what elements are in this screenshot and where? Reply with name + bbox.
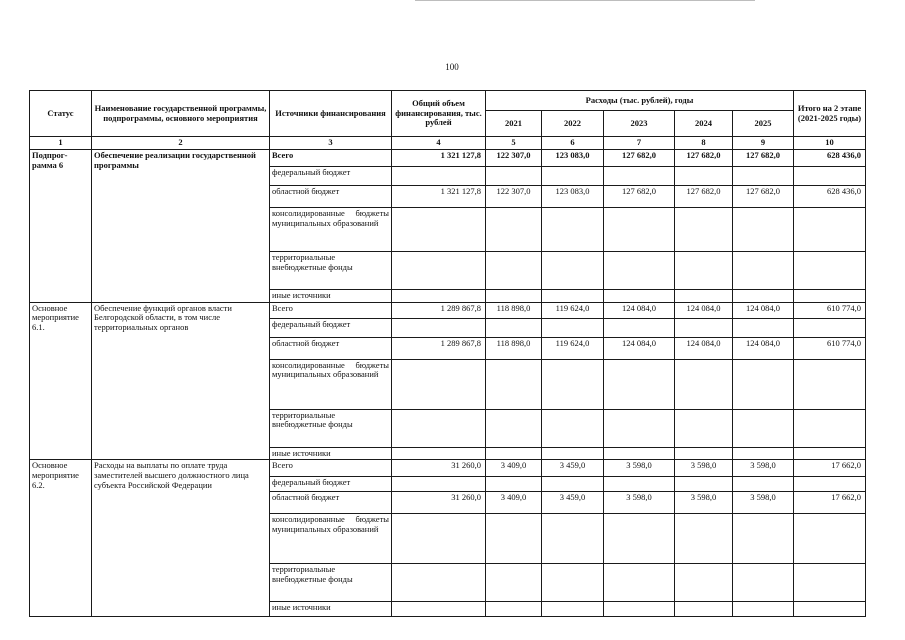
year-2022-cell — [542, 318, 604, 337]
total-volume-cell: 1 321 127,8 — [392, 185, 486, 207]
year-2024-cell: 127 682,0 — [675, 149, 733, 166]
total-volume-cell — [392, 564, 486, 602]
total-volume-cell — [392, 166, 486, 185]
year-2022-cell — [542, 564, 604, 602]
year-2021-cell — [486, 477, 542, 492]
year-2023-cell — [604, 207, 675, 251]
year-2025-cell: 3 598,0 — [733, 460, 794, 477]
year-2024-cell — [675, 289, 733, 302]
year-2023-cell: 124 084,0 — [604, 337, 675, 359]
total-volume-cell: 31 260,0 — [392, 492, 486, 514]
year-2023-cell — [604, 251, 675, 289]
status-cell: Основное мероприятие 6.1. — [30, 302, 92, 460]
total-volume-cell — [392, 409, 486, 447]
year-2024-cell — [675, 251, 733, 289]
year-2021-cell — [486, 318, 542, 337]
program-name-cell: Обеспечение реализации государственной программы — [92, 149, 270, 302]
total-volume-cell — [392, 207, 486, 251]
program-name-cell: Расходы на выплаты по оплате труда заместителей высшего должностного лица субъекта Российской Федерации — [92, 460, 270, 617]
header-year: 2023 — [604, 111, 675, 137]
year-2022-cell — [542, 477, 604, 492]
funding-source-cell: территориальные внебюджетные фонды — [270, 564, 392, 602]
year-2021-cell — [486, 289, 542, 302]
year-2023-cell — [604, 602, 675, 617]
column-number: 9 — [733, 137, 794, 150]
column-number: 8 — [675, 137, 733, 150]
funding-source-cell: консолидированные бюджеты муниципальных образований — [270, 207, 392, 251]
stage-total-cell: 17 662,0 — [794, 492, 866, 514]
year-2022-cell — [542, 359, 604, 409]
year-2025-cell: 127 682,0 — [733, 149, 794, 166]
stage-total-cell — [794, 602, 866, 617]
year-2021-cell: 118 898,0 — [486, 337, 542, 359]
year-2022-cell: 123 083,0 — [542, 185, 604, 207]
year-2022-cell — [542, 602, 604, 617]
year-2024-cell — [675, 409, 733, 447]
funding-source-cell: консолидированные бюджеты муниципальных образований — [270, 514, 392, 564]
year-2021-cell: 118 898,0 — [486, 302, 542, 318]
scan-top-edge-line — [415, 0, 755, 1]
year-2023-cell — [604, 409, 675, 447]
year-2024-cell — [675, 602, 733, 617]
year-2025-cell — [733, 318, 794, 337]
year-2021-cell: 122 307,0 — [486, 185, 542, 207]
year-2022-cell — [542, 207, 604, 251]
funding-source-cell: Всего — [270, 149, 392, 166]
header-year: 2025 — [733, 111, 794, 137]
year-2025-cell — [733, 359, 794, 409]
funding-source-cell: областной бюджет — [270, 492, 392, 514]
year-2024-cell — [675, 207, 733, 251]
funding-source-cell: областной бюджет — [270, 185, 392, 207]
header-expenses: Расходы (тыс. рублей), годы — [486, 91, 794, 111]
status-cell: Основное мероприятие 6.2. — [30, 460, 92, 617]
stage-total-cell — [794, 564, 866, 602]
year-2021-cell — [486, 564, 542, 602]
year-2025-cell: 124 084,0 — [733, 302, 794, 318]
stage-total-cell — [794, 251, 866, 289]
year-2023-cell — [604, 359, 675, 409]
column-number: 10 — [794, 137, 866, 150]
year-2023-cell: 3 598,0 — [604, 460, 675, 477]
header-year: 2022 — [542, 111, 604, 137]
year-2023-cell — [604, 318, 675, 337]
stage-total-cell: 610 774,0 — [794, 302, 866, 318]
year-2022-cell: 119 624,0 — [542, 337, 604, 359]
column-number: 2 — [92, 137, 270, 150]
year-2023-cell: 124 084,0 — [604, 302, 675, 318]
header-year: 2024 — [675, 111, 733, 137]
table-row — [30, 149, 866, 166]
total-volume-cell — [392, 251, 486, 289]
year-2024-cell: 127 682,0 — [675, 185, 733, 207]
year-2022-cell — [542, 409, 604, 447]
funding-source-cell: консолидированные бюджеты муниципальных образований — [270, 359, 392, 409]
year-2024-cell: 124 084,0 — [675, 337, 733, 359]
year-2021-cell: 3 409,0 — [486, 492, 542, 514]
year-2025-cell — [733, 409, 794, 447]
year-2022-cell — [542, 447, 604, 460]
header-total-volume: Общий объем финансирования, тыс. рублей — [392, 91, 486, 137]
stage-total-cell — [794, 447, 866, 460]
stage-total-cell — [794, 409, 866, 447]
stage-total-cell — [794, 207, 866, 251]
header-status: Статус — [30, 91, 92, 137]
year-2024-cell — [675, 447, 733, 460]
stage-total-cell — [794, 166, 866, 185]
year-2024-cell: 3 598,0 — [675, 492, 733, 514]
financing-table — [29, 90, 866, 617]
column-number: 4 — [392, 137, 486, 150]
funding-source-cell: иные источники — [270, 447, 392, 460]
year-2024-cell — [675, 564, 733, 602]
year-2023-cell: 3 598,0 — [604, 492, 675, 514]
column-number: 3 — [270, 137, 392, 150]
year-2022-cell: 3 459,0 — [542, 460, 604, 477]
funding-source-cell: территориальные внебюджетные фонды — [270, 251, 392, 289]
year-2024-cell — [675, 514, 733, 564]
year-2021-cell: 122 307,0 — [486, 149, 542, 166]
funding-source-cell: Всего — [270, 460, 392, 477]
total-volume-cell: 31 260,0 — [392, 460, 486, 477]
year-2023-cell — [604, 477, 675, 492]
page-number: 100 — [445, 62, 459, 72]
year-2025-cell — [733, 514, 794, 564]
header-stage-total: Итого на 2 этапе (2021-2025 годы) — [794, 91, 866, 137]
total-volume-cell — [392, 318, 486, 337]
funding-source-cell: иные источники — [270, 602, 392, 617]
year-2025-cell: 3 598,0 — [733, 492, 794, 514]
year-2023-cell — [604, 514, 675, 564]
program-name-cell: Обеспечение функций органов власти Белгородской области, в том числе территориальных органов — [92, 302, 270, 460]
year-2023-cell: 127 682,0 — [604, 185, 675, 207]
year-2024-cell: 3 598,0 — [675, 460, 733, 477]
year-2024-cell — [675, 477, 733, 492]
header-year: 2021 — [486, 111, 542, 137]
stage-total-cell: 628 436,0 — [794, 185, 866, 207]
total-volume-cell — [392, 514, 486, 564]
total-volume-cell — [392, 477, 486, 492]
year-2022-cell — [542, 289, 604, 302]
status-cell: Подпрог-рамма 6 — [30, 149, 92, 302]
stage-total-cell — [794, 477, 866, 492]
header-sources: Источники финансирования — [270, 91, 392, 137]
year-2022-cell — [542, 166, 604, 185]
table-row — [30, 460, 866, 477]
stage-total-cell: 17 662,0 — [794, 460, 866, 477]
total-volume-cell — [392, 289, 486, 302]
year-2021-cell — [486, 447, 542, 460]
year-2022-cell — [542, 251, 604, 289]
funding-source-cell: территориальные внебюджетные фонды — [270, 409, 392, 447]
year-2022-cell — [542, 514, 604, 564]
column-number: 7 — [604, 137, 675, 150]
year-2024-cell — [675, 166, 733, 185]
year-2021-cell — [486, 602, 542, 617]
year-2023-cell — [604, 564, 675, 602]
column-number: 6 — [542, 137, 604, 150]
funding-source-cell: федеральный бюджет — [270, 166, 392, 185]
year-2021-cell — [486, 359, 542, 409]
year-2025-cell — [733, 289, 794, 302]
year-2025-cell — [733, 602, 794, 617]
year-2021-cell — [486, 514, 542, 564]
year-2022-cell: 123 083,0 — [542, 149, 604, 166]
year-2025-cell — [733, 447, 794, 460]
year-2021-cell — [486, 409, 542, 447]
column-number: 1 — [30, 137, 92, 150]
year-2025-cell — [733, 166, 794, 185]
funding-source-cell: областной бюджет — [270, 337, 392, 359]
year-2025-cell — [733, 564, 794, 602]
total-volume-cell — [392, 447, 486, 460]
year-2025-cell: 127 682,0 — [733, 185, 794, 207]
funding-source-cell: федеральный бюджет — [270, 318, 392, 337]
total-volume-cell: 1 289 867,8 — [392, 302, 486, 318]
stage-total-cell: 628 436,0 — [794, 149, 866, 166]
year-2023-cell: 127 682,0 — [604, 149, 675, 166]
funding-source-cell: федеральный бюджет — [270, 477, 392, 492]
total-volume-cell: 1 321 127,8 — [392, 149, 486, 166]
column-number: 5 — [486, 137, 542, 150]
funding-source-cell: иные источники — [270, 289, 392, 302]
funding-source-cell: Всего — [270, 302, 392, 318]
year-2022-cell: 3 459,0 — [542, 492, 604, 514]
stage-total-cell — [794, 514, 866, 564]
year-2023-cell — [604, 166, 675, 185]
stage-total-cell — [794, 289, 866, 302]
total-volume-cell — [392, 359, 486, 409]
year-2024-cell: 124 084,0 — [675, 302, 733, 318]
total-volume-cell — [392, 602, 486, 617]
year-2024-cell — [675, 359, 733, 409]
header-row — [30, 91, 866, 111]
year-2025-cell — [733, 251, 794, 289]
year-2024-cell — [675, 318, 733, 337]
year-2025-cell — [733, 207, 794, 251]
year-2021-cell — [486, 251, 542, 289]
stage-total-cell — [794, 318, 866, 337]
year-2021-cell: 3 409,0 — [486, 460, 542, 477]
total-volume-cell: 1 289 867,8 — [392, 337, 486, 359]
year-2022-cell: 119 624,0 — [542, 302, 604, 318]
year-2025-cell — [733, 477, 794, 492]
stage-total-cell: 610 774,0 — [794, 337, 866, 359]
stage-total-cell — [794, 359, 866, 409]
year-2023-cell — [604, 289, 675, 302]
header-name: Наименование государственной программы, подпрограммы, основного мероприятия — [92, 91, 270, 137]
year-2021-cell — [486, 166, 542, 185]
year-2023-cell — [604, 447, 675, 460]
year-2021-cell — [486, 207, 542, 251]
year-2025-cell: 124 084,0 — [733, 337, 794, 359]
column-number-row — [30, 137, 866, 150]
table-row — [30, 302, 866, 318]
